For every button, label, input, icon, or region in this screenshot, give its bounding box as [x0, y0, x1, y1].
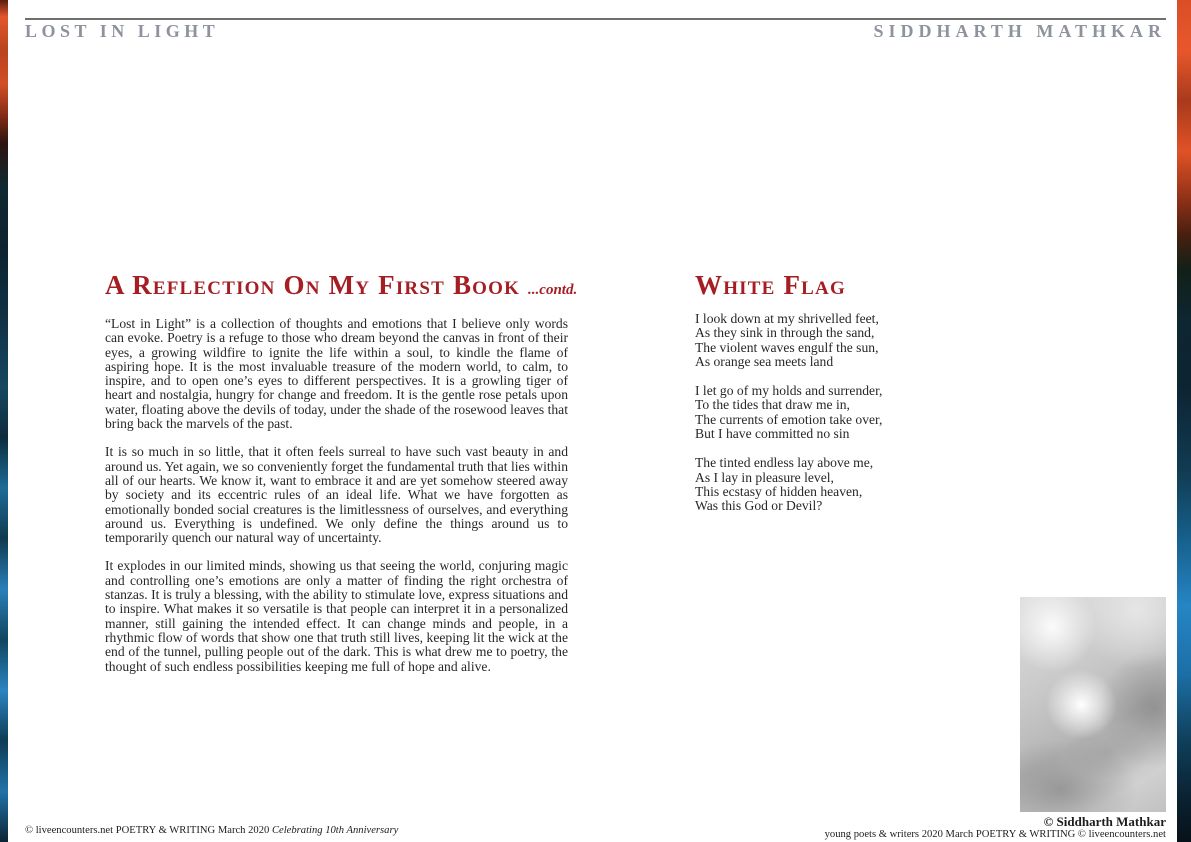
poem-column [695, 270, 945, 529]
poem-line: I look down at my shrivelled feet, [695, 311, 879, 326]
poem-line: To the tides that draw me in, [695, 397, 850, 413]
article-paragraph: It explodes in our limited minds, showing us that seeing the world, conjuring magic and controlling one’s emotions are only a matter of finding the right orchestra of stanzas. It is truly a blessing, with the ability to stimulate love, express situations and to inspire. What makes it so versatile is that people can interpret it in a personalized manner, still gaining the intended effect. It can change minds and people, in a rhythmic flow of words that show one that truth still lives, keeping lit the wick at the end of the tunnel, pulling people out of the dark. This is what drew me to poetry, the thought of such endless possibilities keeping me full of hope and alive. [105, 558, 568, 674]
footer-left [25, 825, 398, 836]
poem-line: As orange sea meets land [695, 353, 834, 369]
article-title [105, 270, 578, 305]
poem-stanza [695, 384, 945, 441]
poem-line: This ecstasy of hidden heaven, [695, 483, 863, 499]
silk-fabric-photo [1020, 597, 1166, 812]
poem-line: Was this God or Devil? [695, 498, 823, 514]
header-rule [25, 18, 1166, 20]
article-paragraph: It is so much in so little, that it often feels surreal to have such vast beauty in and around us. Yet again, we so conveniently forget the fundamental truth that lies within all of our hearts. We know it, want to embrace it and are yet somehow steered away by society and its eccentric rules of an ideal life. What we have forgotten as emotionally bonded social creatures is the limitlessness of ourselves, and everything around us. Everything is undefined. We only define the things around us to temporarily quench our natural way of uncertainty. [105, 444, 568, 546]
left-artwork-strip [0, 0, 8, 842]
poem-line: As they sink in through the sand, [695, 325, 875, 341]
poem-line: But I have committed no sin [695, 426, 850, 442]
right-artwork-strip [1177, 0, 1191, 842]
poem-stanza [695, 312, 945, 369]
footer-left-anniversary: Celebrating 10th Anniversary [271, 825, 399, 836]
poem-line: The currents of emotion take over, [695, 411, 883, 427]
poem-line: The violent waves engulf the sun, [695, 339, 879, 355]
footer-right: young poets & writers 2020 March POETRY & WRITING © liveencounters.net [824, 829, 1166, 840]
poem-title: White Flag [695, 270, 846, 300]
poem-stanza [695, 456, 945, 513]
poem-line: As I lay in pleasure level, [695, 469, 834, 485]
running-head-book-title: LOST IN LIGHT [25, 21, 220, 41]
photo-credit: © Siddharth Mathkar [1043, 814, 1166, 829]
article-column [105, 270, 578, 688]
article-body [105, 317, 568, 674]
poem-line: The tinted endless lay above me, [695, 455, 874, 471]
poem-line: I let go of my holds and surrender, [695, 383, 883, 399]
article-title-text: A Reflection On My First Book [105, 270, 521, 300]
article-title-contd: ...contd. [528, 282, 578, 298]
running-head-author-name: SIDDHARTH MATHKAR [873, 21, 1166, 41]
article-paragraph: “Lost in Light” is a collection of thoughts and emotions that I believe only words can evoke. Poetry is a refuge to those who dream beyond the canvas in front of their eyes, a growing wildfire to ignite the life within a soul, to kindle the flame of aspiring hope. It is the most invaluable treasure of the modern world, to calm, to inspire, and to open one’s eyes to different perspectives. It is a growling tiger of heart and nostalgia, hungry for change and freedom. It is the gentle rose petals upon water, floating above the devils of today, under the shade of the rosewood leaves that bring back the marvels of the past. [105, 316, 568, 432]
footer-left-text: © liveencounters.net POETRY & WRITING March 2020 [25, 825, 272, 836]
